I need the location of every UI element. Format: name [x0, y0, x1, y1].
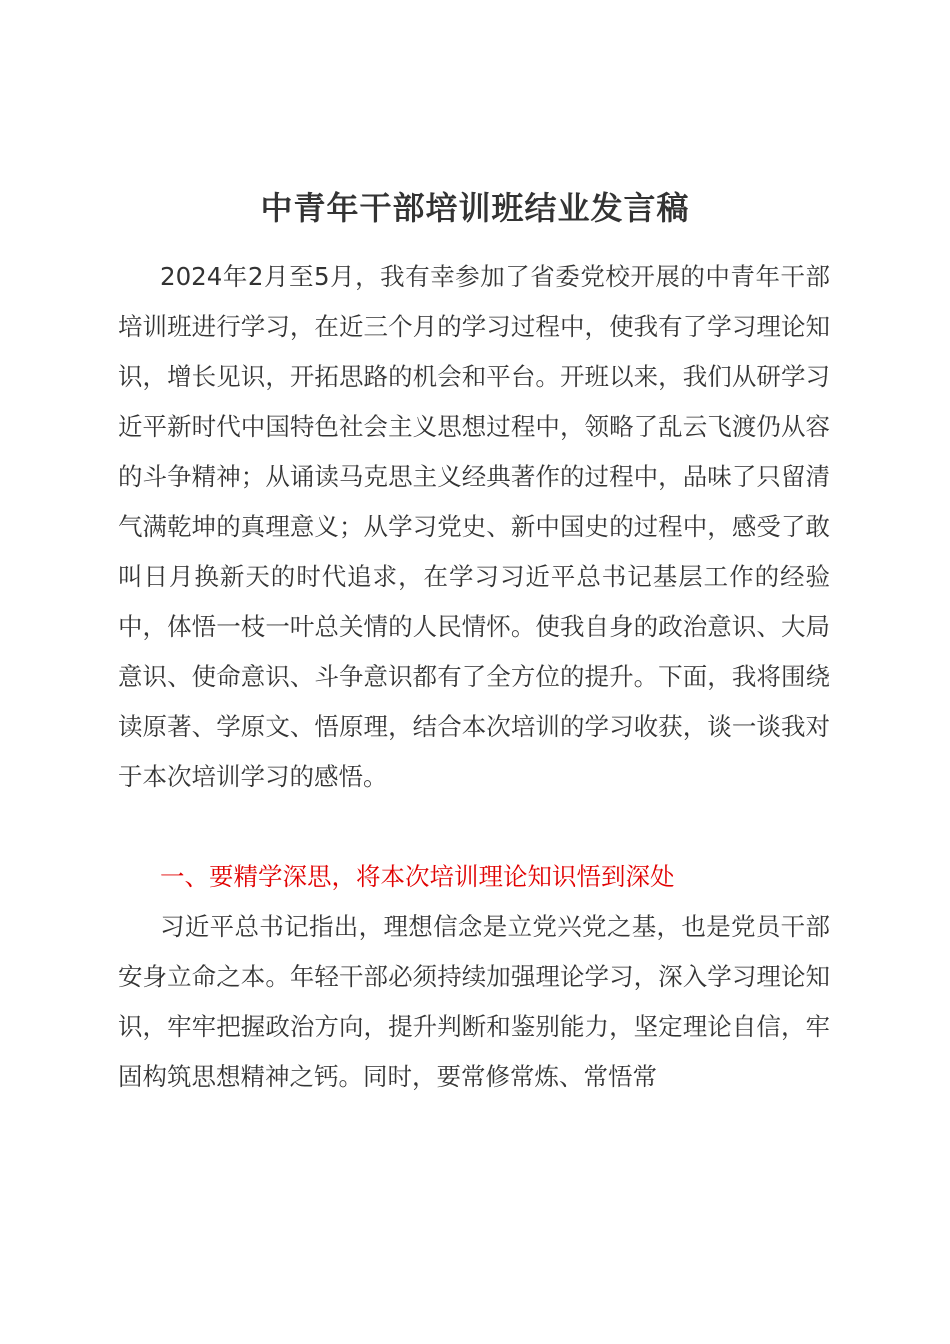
section-heading: 一、要精学深思，将本次培训理论知识悟到深处 — [160, 862, 675, 891]
paragraph-intro: 2024年2月至5月，我有幸参加了省委党校开展的中青年干部培训班进行学习，在近三个月的学习过程中，使我有了学习理论知识，增长见识，开拓思路的机会和平台。开班以来，我们从研学习近平新时代中国特色社会主义思想过程中，领略了乱云飞渡仍从容的斗争精神；从诵读马克思主义经典著作的过程中，品味了只留清气满乾坤的真理意义；从学习党史、新中国史的过程中，感受了敢叫日月换新天的时代追求，在学习习近平总书记基层工作的经验中，体悟一枝一叶总关情的人民情怀。使我自身的政治意识、大局意识、使命意识、斗争意识都有了全方位的提升。下面，我将围绕读原著、学原文、悟原理，结合本次培训的学习收获，谈一谈我对于本次培训学习的感悟。 — [118, 262, 830, 791]
document-title: 中青年干部培训班结业发言稿 — [260, 189, 690, 227]
paragraph-section-one: 习近平总书记指出，理想信念是立党兴党之基，也是党员干部安身立命之本。年轻干部必须持续加强理论学习，深入学习理论知识，牢牢把握政治方向，提升判断和鉴别能力，坚定理论自信，牢固构筑思想精神之钙。同时，要常修常炼、常悟常 — [118, 912, 830, 1091]
